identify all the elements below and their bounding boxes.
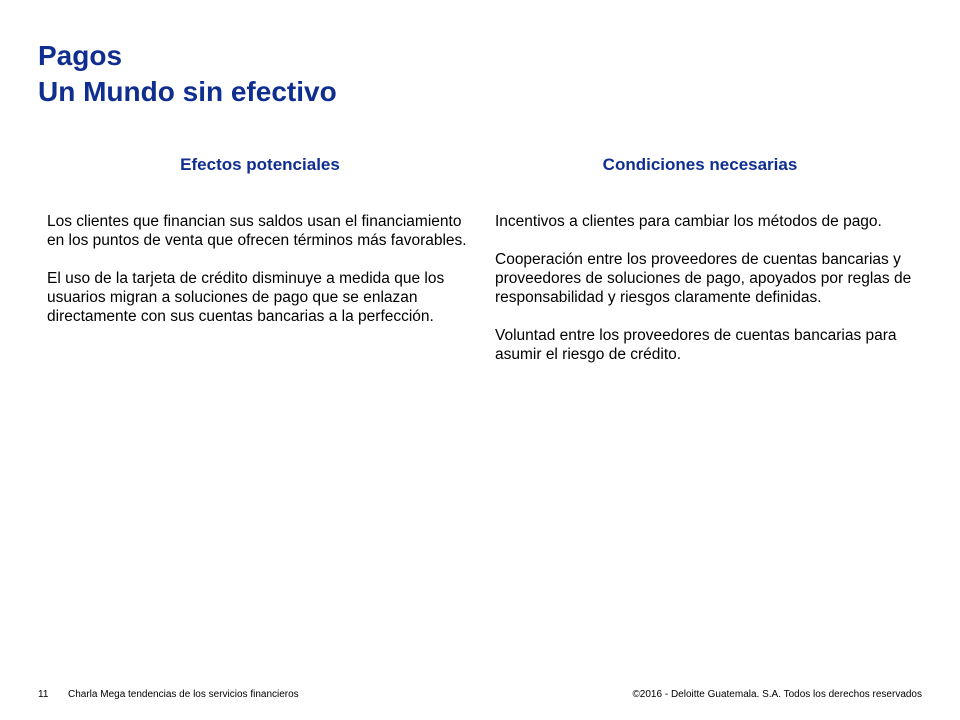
left-column-heading: Efectos potenciales [180,155,340,174]
right-paragraph: Voluntad entre los proveedores de cuentas bancarias para asumir el riesgo de crédito. [495,327,897,363]
left-column-body [47,212,467,345]
left-paragraph: Los clientes que financian sus saldos usan el financiamiento en los puntos de venta que ofrecen términos más favorables. [47,213,467,249]
left-paragraph: El uso de la tarjeta de crédito disminuye a medida que los usuarios migran a soluciones de pago que se enlazan directamente con sus cuentas bancarias a la perfección. [47,270,445,325]
right-paragraph: Incentivos a clientes para cambiar los métodos de pago. [495,213,882,230]
copyright-notice: ©2016 - Deloitte Guatemala. S.A. Todos los derechos reservados [632,689,922,700]
right-column-heading: Condiciones necesarias [602,155,798,174]
slide-title-line-2: Un Mundo sin efectivo [38,76,337,107]
footer-presentation-title: Charla Mega tendencias de los servicios financieros [68,689,299,700]
right-column-body [495,212,915,383]
slide-title [38,38,337,110]
slide-title-line-1: Pagos [38,40,123,71]
right-paragraph: Cooperación entre los proveedores de cuentas bancarias y proveedores de soluciones de pago, apoyados por reglas de responsabilidad y riesgos claramente definidas. [495,251,912,306]
page-number: 11 [38,689,49,700]
